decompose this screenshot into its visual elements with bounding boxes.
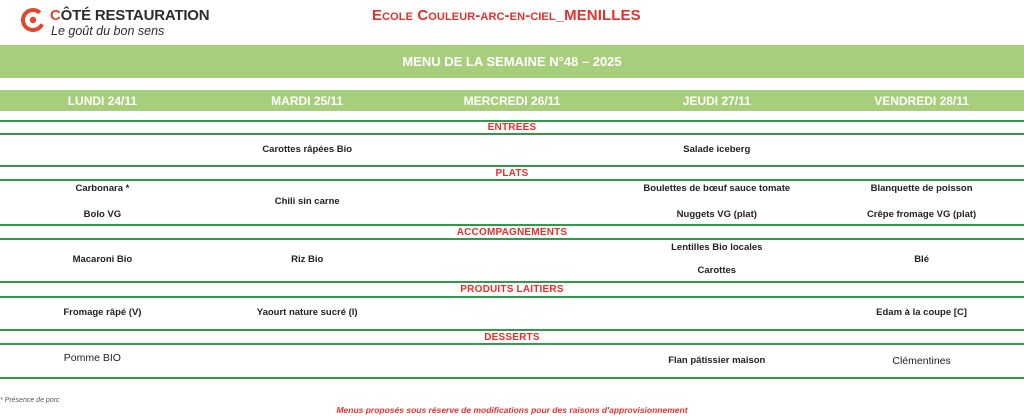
- brand-name: CÔTÉ RESTAURATION: [50, 7, 210, 24]
- section-title-accompagnements: ACCOMPAGNEMENTS: [456, 227, 568, 238]
- rule: [0, 224, 1024, 226]
- rule: [0, 296, 1024, 298]
- footnote: * Présence de porc: [0, 397, 60, 404]
- menu-item: Blanquette de poisson: [870, 183, 973, 194]
- menu-item: Nuggets VG (plat): [676, 209, 757, 220]
- days-header: [0, 90, 1024, 111]
- menu-item: Yaourt nature sucré (l): [256, 307, 358, 318]
- brand-tagline: Le goût du bon sens: [51, 24, 165, 38]
- section-title-entrees: ENTREES: [487, 122, 537, 133]
- section-title-desserts: DESSERTS: [484, 332, 540, 343]
- rule: [0, 238, 1024, 240]
- rule: [0, 343, 1024, 345]
- menu-item: Edam à la coupe [C]: [876, 307, 967, 318]
- menu-item: Pomme BIO: [63, 352, 121, 364]
- day-tuesday: MARDI 25/11: [271, 93, 344, 108]
- menu-item: Macaroni Bio: [72, 254, 133, 265]
- rule: [0, 165, 1024, 167]
- day-wednesday: MERCREDI 26/11: [463, 93, 561, 108]
- menu-item: Fromage râpé (V): [63, 307, 142, 318]
- brand-logo: [20, 6, 220, 38]
- menu-item: Carottes: [697, 265, 737, 276]
- rule: [0, 133, 1024, 135]
- menu-item: Salade iceberg: [683, 144, 751, 155]
- rule: [0, 329, 1024, 331]
- menu-item: Carbonara *: [75, 183, 130, 194]
- menu-item: Crêpe fromage VG (plat): [866, 209, 977, 220]
- menu-item: Chili sin carne: [274, 196, 340, 207]
- day-friday: VENDREDI 28/11: [874, 93, 969, 108]
- rule: [0, 377, 1024, 379]
- section-title-laitiers: PRODUITS LAITIERS: [460, 284, 564, 295]
- brand-c-icon: [20, 7, 46, 33]
- school-name: Ecole Couleur-arc-en-ciel_MENILLES: [372, 7, 641, 24]
- section-title-plats: PLATS: [495, 168, 529, 179]
- menu-item: Lentilles Bio locales: [671, 242, 763, 253]
- day-monday: LUNDI 24/11: [67, 93, 138, 108]
- menu-item: Riz Bio: [291, 254, 324, 265]
- menu-item: Blé: [914, 254, 929, 265]
- menu-item: Clémentines: [892, 355, 951, 367]
- day-thursday: JEUDI 27/11: [682, 93, 751, 108]
- menu-item: Carottes râpées Bio: [262, 144, 353, 155]
- week-title: MENU DE LA SEMAINE N°48 – 2025: [0, 45, 1024, 78]
- menu-item: Boulettes de bœuf sauce tomate: [643, 183, 791, 194]
- rule: [0, 281, 1024, 283]
- menu-item: Flan pâtissier maison: [668, 355, 766, 366]
- rule: [0, 179, 1024, 181]
- menu-item: Bolo VG: [83, 209, 122, 220]
- disclaimer: Menus proposés sous réserve de modifications pour des raisons d'approvisionnement: [336, 405, 688, 415]
